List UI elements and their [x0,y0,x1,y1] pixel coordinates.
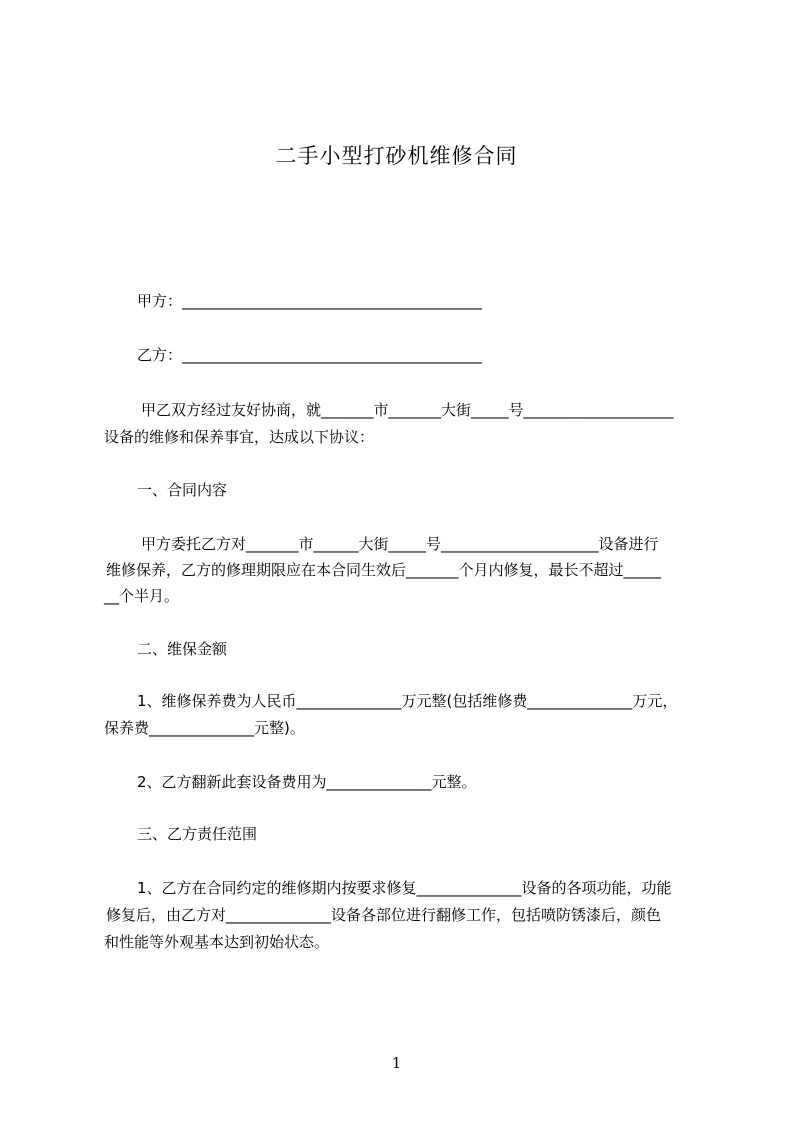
page-number: 1 [391,1054,402,1072]
intro-paragraph-line-1: 甲乙双方经过友好协商，就_______市_______大街_____号____________________ [141,401,674,419]
section-2-item-2: 2、乙方翻新此套设备费用为______________元整。 [137,773,477,791]
section-1-paragraph-line-3: __个半月。 [104,587,180,605]
section-2-heading: 二、维保金额 [137,640,228,658]
section-1-heading: 一、合同内容 [137,481,228,499]
section-3-item-1-line-2: 修复后，由乙方对______________设备各部位进行翻修工作，包括喷防锈漆后，颜色 [106,906,662,924]
section-2-item-1-line-1: 1、维修保养费为人民币______________万元整(包括维修费______________万元， [137,692,678,710]
section-1-paragraph-line-1: 甲方委托乙方对_______市______大街_____号_____________________设备进行 [141,535,659,553]
intro-paragraph-line-2: 设备的维修和保养事宜，达成以下协议： [104,428,375,446]
party-b-line: 乙方：________________________________________ [137,346,483,364]
party-a-line: 甲方：________________________________________ [137,292,483,310]
section-3-item-1-line-3: 和性能等外观基本达到初始状态。 [104,933,330,951]
section-3-item-1-line-1: 1、乙方在合同约定的维修期内按要求修复______________设备的各项功能，功能 [137,879,672,897]
section-3-heading: 三、乙方责任范围 [137,825,258,843]
section-1-paragraph-line-2: 维修保养，乙方的修理期限应在本合同生效后_______个月内修复，最长不超过_____ [106,561,662,579]
section-2-item-1-line-2: 保养费______________元整)。 [104,719,305,737]
document-title: 二手小型打砂机维修合同 [275,144,518,168]
